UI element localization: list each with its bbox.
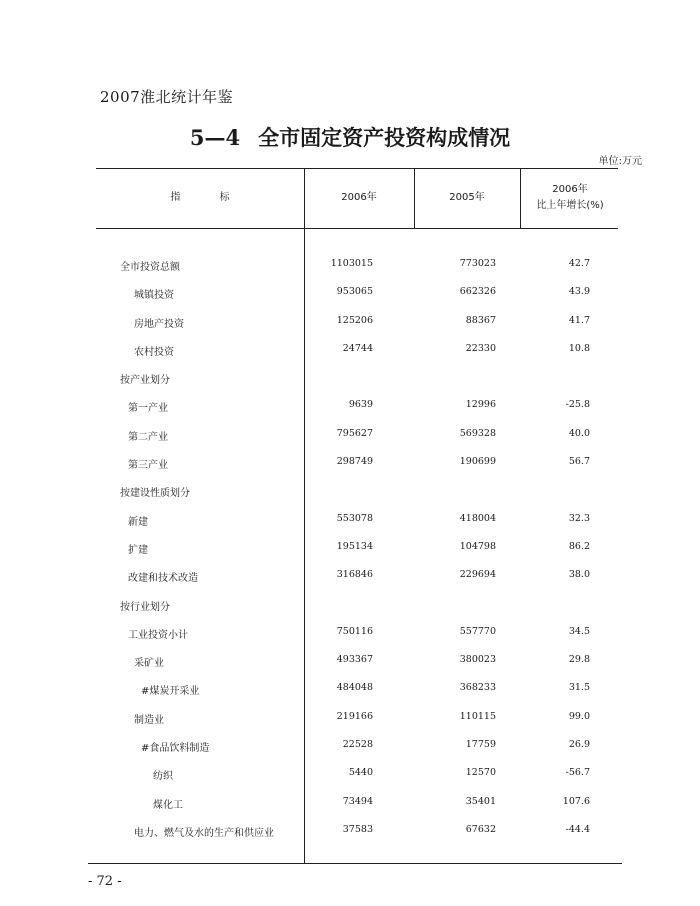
table-row: [0, 788, 700, 816]
table-row: [0, 816, 700, 844]
table-row: [0, 646, 700, 674]
value-2006: 125206: [336, 314, 373, 326]
value-growth: 26.9: [568, 739, 590, 751]
table-row: [0, 307, 700, 335]
table-bottom-rule: [88, 863, 622, 864]
value-2005: 88367: [465, 314, 496, 326]
value-growth: 29.8: [568, 654, 590, 666]
value-growth: -25.8: [565, 399, 590, 411]
value-2005: 12570: [465, 767, 496, 779]
table-title: [0, 122, 700, 152]
value-growth: -44.4: [565, 823, 590, 835]
value-growth: 38.0: [568, 569, 590, 581]
table-body: [0, 250, 700, 844]
value-2005: 229694: [459, 569, 496, 581]
value-growth: 56.7: [568, 456, 590, 468]
table-row: [0, 335, 700, 363]
row-label: 电力、燃气及水的生产和供应业: [134, 827, 274, 839]
value-2005: 773023: [459, 258, 496, 269]
row-label: 城镇投资: [134, 290, 174, 302]
value-growth: -56.7: [565, 767, 590, 779]
yearbook-header: 2007淮北统计年鉴: [100, 88, 234, 106]
table-row: [0, 674, 700, 702]
unit-label: 单位:万元: [598, 156, 642, 167]
page-number: - 72 -: [88, 874, 122, 889]
row-label: #煤炭开采业: [141, 686, 200, 698]
header-2006: 2006年: [341, 192, 377, 203]
value-growth: 40.0: [568, 427, 590, 439]
value-2005: 418004: [459, 512, 496, 524]
row-label: 按行业划分: [120, 601, 170, 613]
value-2005: 380023: [459, 654, 496, 666]
row-label: 农村投资: [134, 346, 174, 358]
value-2005: 569328: [459, 427, 496, 439]
table-row: [0, 561, 700, 589]
value-2006: 1103015: [330, 258, 373, 269]
row-label: 改建和技术改造: [128, 573, 198, 585]
value-2006: 24744: [342, 342, 373, 354]
table-row: [0, 759, 700, 787]
value-growth: 99.0: [568, 710, 590, 722]
table-row: [0, 590, 700, 618]
value-2006: 73494: [342, 795, 373, 807]
table-number: 5—4: [189, 125, 241, 150]
value-2006: 5440: [348, 767, 373, 779]
table-row: [0, 448, 700, 476]
value-2006: 9639: [348, 399, 373, 411]
value-2006: 316846: [336, 569, 373, 581]
header-indicator: 指 标: [170, 192, 248, 203]
value-2005: 368233: [459, 682, 496, 694]
value-growth: 34.5: [568, 625, 590, 637]
value-2005: 17759: [465, 739, 496, 751]
value-2006: 298749: [336, 456, 373, 468]
row-label: 新建: [128, 516, 148, 528]
value-2006: 219166: [336, 710, 373, 722]
row-label: 制造业: [134, 714, 164, 726]
row-label: 房地产投资: [134, 318, 184, 330]
value-2006: 22528: [342, 739, 373, 751]
table-row: [0, 420, 700, 448]
value-growth: 41.7: [568, 314, 590, 326]
value-2006: 553078: [336, 512, 373, 524]
value-2006: 795627: [336, 427, 373, 439]
value-2005: 190699: [459, 456, 496, 468]
value-2006: 750116: [336, 625, 373, 637]
row-label: 工业投资小计: [128, 629, 188, 641]
value-2005: 67632: [465, 823, 496, 835]
value-growth: 42.7: [568, 258, 590, 269]
value-2006: 493367: [336, 654, 373, 666]
value-2005: 12996: [465, 399, 496, 411]
row-label: #食品饮料制造: [141, 743, 210, 755]
table-row: [0, 391, 700, 419]
row-label: 纺织: [153, 771, 173, 783]
value-growth: 43.9: [568, 286, 590, 298]
row-label: 第三产业: [128, 460, 168, 472]
value-2005: 22330: [465, 342, 496, 354]
row-label: 扩建: [128, 544, 148, 556]
value-growth: 86.2: [568, 540, 590, 552]
row-label: 第一产业: [128, 403, 168, 415]
row-label: 第二产业: [128, 431, 168, 443]
value-2005: 104798: [459, 540, 496, 552]
table-row: [0, 505, 700, 533]
table-row: [0, 476, 700, 504]
table-row: [0, 731, 700, 759]
table-row: [0, 618, 700, 646]
table-row: [0, 533, 700, 561]
table-row: [0, 703, 700, 731]
row-label: 按建设性质划分: [120, 488, 190, 500]
header-growth-label: 比上年增长(%): [536, 200, 604, 211]
value-growth: 31.5: [568, 682, 590, 694]
table-row: [0, 250, 700, 278]
table-header-rule: [96, 228, 618, 229]
row-label: 采矿业: [134, 658, 164, 670]
value-2005: 110115: [459, 710, 496, 722]
value-2005: 35401: [465, 795, 496, 807]
table-title-text: 全市固定资产投资构成情况: [258, 125, 511, 150]
value-2005: 662326: [459, 286, 496, 298]
value-2005: 557770: [459, 625, 496, 637]
row-label: 按产业划分: [120, 375, 170, 387]
value-growth: 32.3: [568, 512, 590, 524]
value-growth: 10.8: [568, 342, 590, 354]
value-2006: 37583: [342, 823, 373, 835]
row-label: 全市投资总额: [120, 262, 180, 273]
table-row: [0, 363, 700, 391]
value-2006: 953065: [336, 286, 373, 298]
header-2005: 2005年: [449, 192, 485, 203]
value-2006: 484048: [336, 682, 373, 694]
table-row: [0, 278, 700, 306]
value-growth: 107.6: [562, 795, 590, 807]
header-growth: [520, 168, 620, 228]
value-2006: 195134: [336, 540, 373, 552]
header-growth-year: 2006年: [552, 184, 588, 195]
row-label: 煤化工: [153, 799, 183, 811]
